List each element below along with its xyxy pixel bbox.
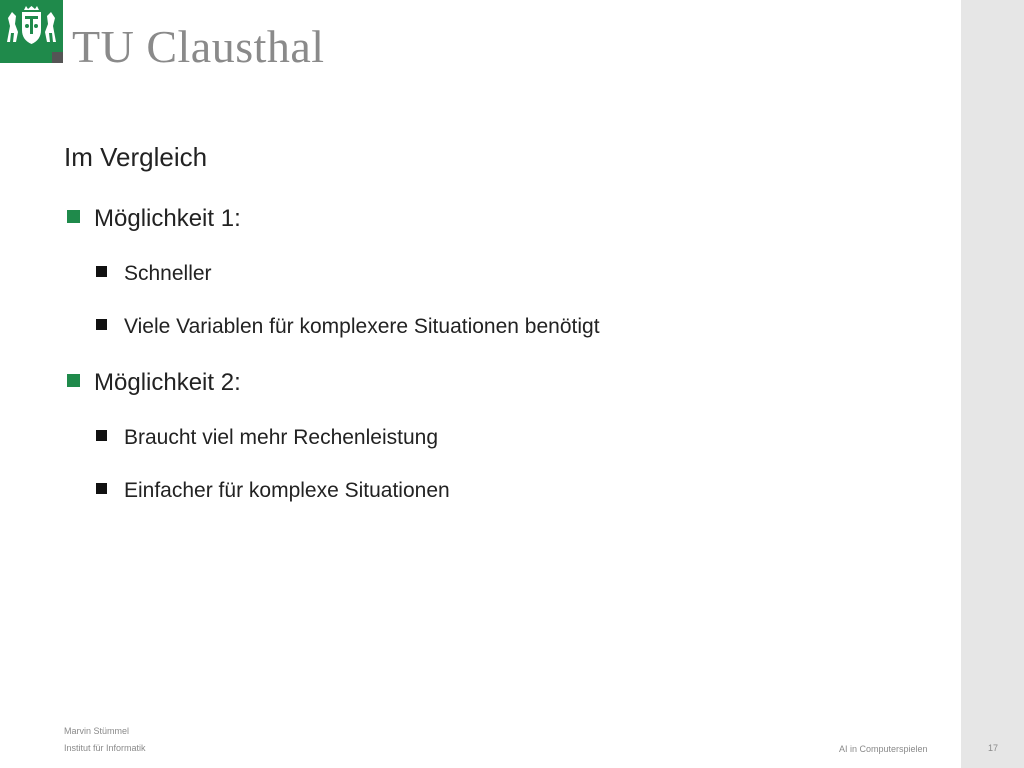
black-square-bullet-icon (96, 430, 107, 441)
black-square-bullet-icon (96, 266, 107, 277)
bullet-item (94, 369, 241, 397)
sub-bullet-label: Viele Variablen für komplexere Situationen benötigt (124, 315, 600, 338)
sub-bullet-item (124, 425, 438, 451)
slide-title: Im Vergleich (64, 142, 208, 172)
bullet-label: Möglichkeit 2: (94, 369, 241, 396)
sub-bullet-label: Schneller (124, 262, 212, 285)
sub-bullet-item (124, 314, 600, 340)
black-square-bullet-icon (96, 319, 107, 330)
footer-course: AI in Computerspielen (839, 744, 928, 754)
sub-bullet-label: Einfacher für komplexe Situationen (124, 479, 450, 502)
green-square-bullet-icon (67, 210, 80, 223)
sub-bullet-item (124, 478, 450, 504)
footer-author: Marvin Stümmel (64, 726, 130, 736)
page-number: 17 (988, 743, 999, 753)
sub-bullet-label: Braucht viel mehr Rechenleistung (124, 426, 438, 449)
bullet-item (94, 205, 241, 233)
footer-institute: Institut für Informatik (64, 743, 146, 753)
right-sidebar-band (961, 0, 1024, 768)
logo-accent-square (52, 52, 63, 63)
university-crest-icon (4, 6, 59, 48)
green-square-bullet-icon (67, 374, 80, 387)
black-square-bullet-icon (96, 483, 107, 494)
brand-name: TU Clausthal (72, 21, 325, 72)
sub-bullet-item (124, 261, 212, 287)
bullet-label: Möglichkeit 1: (94, 205, 241, 232)
